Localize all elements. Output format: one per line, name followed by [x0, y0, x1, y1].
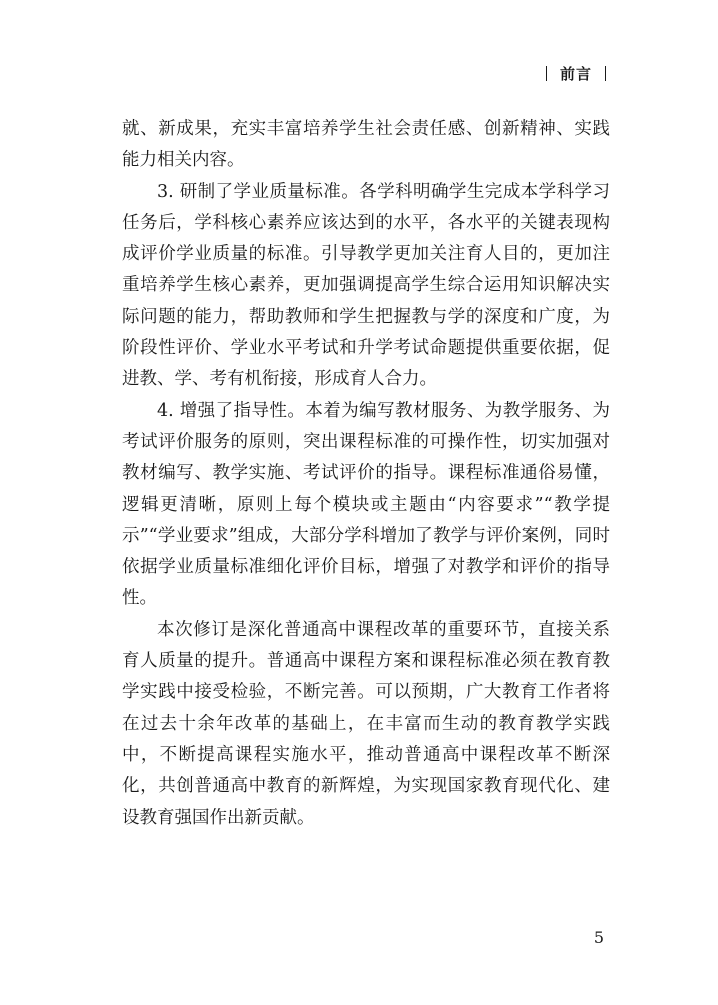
- running-header: [546, 64, 606, 84]
- paragraph-continuation: 就、新成果，充实丰富培养学生社会责任感、创新精神、实践能力相关内容。: [122, 119, 610, 171]
- body-text: [122, 114, 610, 834]
- header-title: 前言: [559, 65, 592, 83]
- paragraph-guidance: 4. 增强了指导性。本着为编写教材服务、为教学服务、为考试评价服务的原则，突出课程标准的可操作性，切实加强对教材编写、教学实施、考试评价的指导。课程标准通俗易懂，逻辑更清晰，原则上每个模块或主题由“内容要求”“教学提示”“学业要求”组成，大部分学科增加了教学与评价案例，同时依据学业质量标准细化评价目标，增强了对教学和评价的指导性。: [122, 400, 610, 609]
- page-number: 5: [593, 928, 604, 947]
- paragraph-conclusion: 本次修订是深化普通高中课程改革的重要环节，直接关系育人质量的提升。普通高中课程方案和课程标准必须在教育教学实践中接受检验，不断完善。可以预期，广大教育工作者将在过去十余年改革的基础上，在丰富而生动的教育教学实践中，不断提高课程实施水平，推动普通高中课程改革不断深化，共创普通高中教育的新辉煌，为实现国家教育现代化、建设教育强国作出新贡献。: [122, 619, 610, 828]
- header-right-rule: [605, 66, 606, 81]
- paragraph-quality-standard: 3. 研制了学业质量标准。各学科明确学生完成本学科学习任务后，学科核心素养应该达到的水平，各水平的关键表现构成评价学业质量的标准。引导教学更加关注育人目的，更加注重培养学生核心素养，更加强调提高学生综合运用知识解决实际问题的能力，帮助教师和学生把握教与学的深度和广度，为阶段性评价、学业水平考试和升学考试命题提供重要依据，促进教、学、考有机衔接，形成育人合力。: [122, 181, 610, 390]
- header-left-rule: [546, 66, 547, 81]
